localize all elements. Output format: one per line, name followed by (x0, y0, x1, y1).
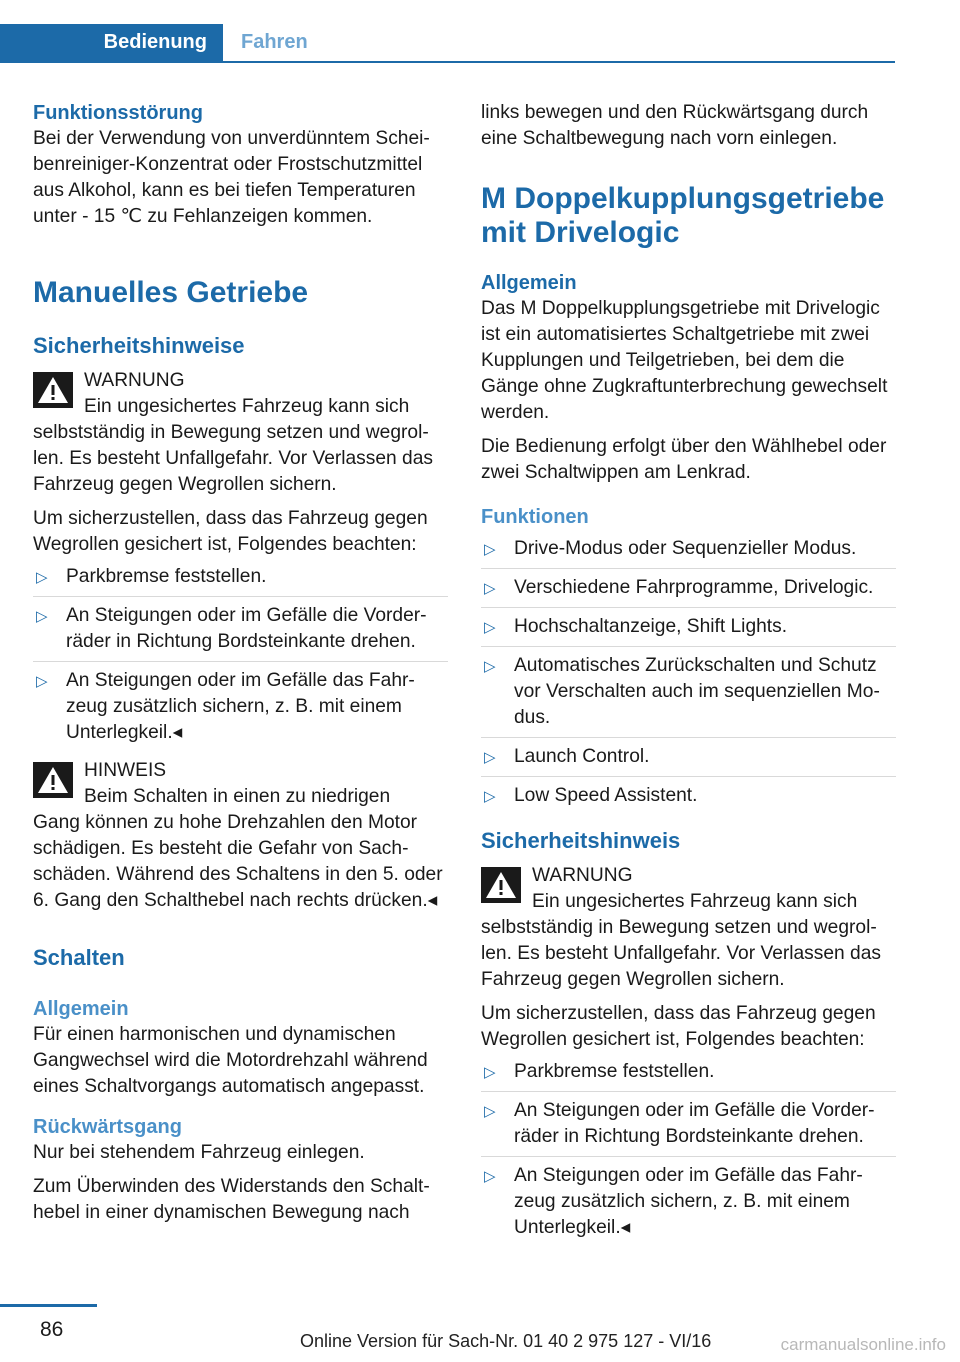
safety-list-right (481, 1059, 896, 1247)
warning-block (481, 863, 896, 993)
warning-text: selbstständig in Bewegung setzen und wegrollen. Es besteht Unfallgefahr. Vor Verlassen das Fahrzeug gegen Wegrollen sichern. (33, 422, 433, 495)
functions-list (481, 536, 896, 815)
footer-rule (0, 1304, 97, 1307)
heading-rueckwaertsgang: Rückwärtsgang (33, 1116, 182, 1138)
heading-manuelles-getriebe: Manuelles Getriebe (33, 276, 309, 309)
list-item (33, 603, 448, 662)
list-item-text: An Steigungen oder im Gefälle die Vorderräder in Richtung Bordsteinkante drehen. (514, 1100, 875, 1147)
notice-text: Gang können zu hohe Drehzahlen den Motor schädigen. Es besteht die Gefahr von Sachschäden. Während des Schaltens in den 5. oder 6. Gang den Schalthebel nach rechts drücken.◂ (33, 812, 443, 911)
paragraph-rueck-2: Zum Überwinden des Widerstands den Schalthebel in einer dynamischen Bewegung nach (33, 1176, 430, 1223)
list-item (481, 744, 896, 777)
heading-doppelkupplungsgetriebe: M Doppelkupplungsgetriebe mit Drivelogic (481, 182, 885, 249)
heading-sicherheitshinweise: Sicherheitshinweise (33, 333, 245, 358)
warning-triangle-icon (33, 762, 73, 798)
triangle-bullet-icon: ▷ (36, 673, 48, 690)
left-column (33, 100, 448, 1226)
paragraph-um-sicher-right: Um sicherzustellen, dass das Fahrzeug gegen Wegrollen gesichert ist, Folgendes beachten: (481, 1003, 876, 1050)
paragraph-allgemein-right-1: Das M Doppelkupplungsgetriebe mit Drivelogic ist ein automatisiertes Schaltgetriebe mit zwei Kupplungen und Teilgetrieben, bei dem die Gänge ohne Zugkraftunterbrechung gewechselt werden. (481, 298, 888, 423)
list-item-text: An Steigungen oder im Gefälle das Fahrzeug zusätzlich sichern, z. B. mit einem Unterlegkeil.◂ (66, 670, 415, 743)
page-number: 86 (40, 1318, 64, 1341)
warning-text: selbstständig in Bewegung setzen und wegrollen. Es besteht Unfallgefahr. Vor Verlassen das Fahrzeug gegen Wegrollen sichern. (481, 917, 881, 990)
warning-triangle-icon (481, 867, 521, 903)
heading-funktionsstoerung: Funktionsstörung (33, 102, 203, 124)
triangle-bullet-icon: ▷ (484, 658, 496, 675)
list-item (481, 575, 896, 608)
paragraph-funktionsstoerung: Bei der Verwendung von unverdünntem Scheibenreiniger-Konzentrat oder Frostschutzmittel aus Alkohol, kann es bei tiefen Temperaturen unter - 15 ℃ zu Fehlanzeigen kommen. (33, 128, 430, 227)
heading-funktionen: Funktionen (481, 506, 589, 528)
warning-triangle-icon (33, 372, 73, 408)
paragraph-allgemein-right-2: Die Bedienung erfolgt über den Wählhebel oder zwei Schaltwippen am Lenkrad. (481, 436, 887, 483)
triangle-bullet-icon: ▷ (484, 541, 496, 558)
list-item (481, 1163, 896, 1247)
list-item-text: Launch Control. (514, 746, 650, 767)
triangle-bullet-icon: ▷ (484, 788, 496, 805)
tab-fahren[interactable]: Fahren (241, 31, 308, 53)
safety-list (33, 564, 448, 752)
paragraph-rueck-1: Nur bei stehendem Fahrzeug einlegen. (33, 1142, 365, 1163)
warning-text-first: Ein ungesichertes Fahrzeug kann sich (532, 891, 858, 912)
list-item-text: Verschiedene Fahrprogramme, Drivelogic. (514, 577, 874, 598)
list-item-text: Parkbremse feststellen. (514, 1061, 715, 1082)
triangle-bullet-icon: ▷ (36, 569, 48, 586)
heading-sicherheitshinweis: Sicherheitshinweis (481, 828, 681, 853)
chapter-tabs (0, 24, 895, 62)
online-version-note: Online Version für Sach-Nr. 01 40 2 975 127 - VI/16 (300, 1331, 712, 1351)
list-item-text: Hochschaltanzeige, Shift Lights. (514, 616, 788, 637)
list-item (33, 564, 448, 597)
list-item-text: Drive-Modus oder Sequenzieller Modus. (514, 538, 857, 559)
triangle-bullet-icon: ▷ (484, 1168, 496, 1185)
watermark: carmanualsonline.info (780, 1335, 946, 1354)
warning-text-first: Ein ungesichertes Fahrzeug kann sich (84, 396, 410, 417)
list-item-text: An Steigungen oder im Gefälle die Vorderräder in Richtung Bordsteinkante drehen. (66, 605, 427, 652)
heading-allgemein: Allgemein (33, 998, 129, 1020)
warning-label: WARNUNG (84, 370, 185, 391)
list-item (481, 614, 896, 647)
list-item (481, 536, 896, 569)
header-rule (0, 61, 895, 63)
list-item (481, 1098, 896, 1157)
triangle-bullet-icon: ▷ (484, 580, 496, 597)
triangle-bullet-icon: ▷ (484, 619, 496, 636)
warning-block (33, 368, 448, 498)
list-item-text: Low Speed Assistent. (514, 785, 698, 806)
list-item (481, 783, 896, 815)
list-item-text: Automatisches Zurückschalten und Schutz vor Verschalten auch im sequenziellen Modus. (514, 655, 880, 728)
list-item-text: An Steigungen oder im Gefälle das Fahrzeug zusätzlich sichern, z. B. mit einem Unterlegkeil.◂ (514, 1165, 863, 1238)
paragraph-continued: links bewegen und den Rückwärtsgang durch eine Schaltbewegung nach vorn einlegen. (481, 102, 869, 149)
heading-schalten: Schalten (33, 945, 125, 970)
list-item (33, 668, 448, 752)
triangle-bullet-icon: ▷ (484, 1103, 496, 1120)
heading-allgemein-right: Allgemein (481, 272, 577, 294)
list-item (481, 1059, 896, 1092)
triangle-bullet-icon: ▷ (36, 608, 48, 625)
triangle-bullet-icon: ▷ (484, 749, 496, 766)
paragraph-allgemein: Für einen harmonischen und dynamischen Gangwechsel wird die Motordrehzahl während eines Schaltvorgangs automatisch angepasst. (33, 1024, 428, 1097)
triangle-bullet-icon: ▷ (484, 1064, 496, 1081)
tab-bedienung[interactable]: Bedienung (0, 24, 223, 61)
notice-text-first: Beim Schalten in einen zu niedrigen (84, 786, 391, 807)
notice-label: HINWEIS (84, 760, 167, 781)
notice-block (33, 758, 448, 914)
paragraph-um-sicher: Um sicherzustellen, dass das Fahrzeug gegen Wegrollen gesichert ist, Folgendes beachten: (33, 508, 428, 555)
warning-label: WARNUNG (532, 865, 633, 886)
list-item-text: Parkbremse feststellen. (66, 566, 267, 587)
right-column (481, 100, 896, 1253)
list-item (481, 653, 896, 738)
